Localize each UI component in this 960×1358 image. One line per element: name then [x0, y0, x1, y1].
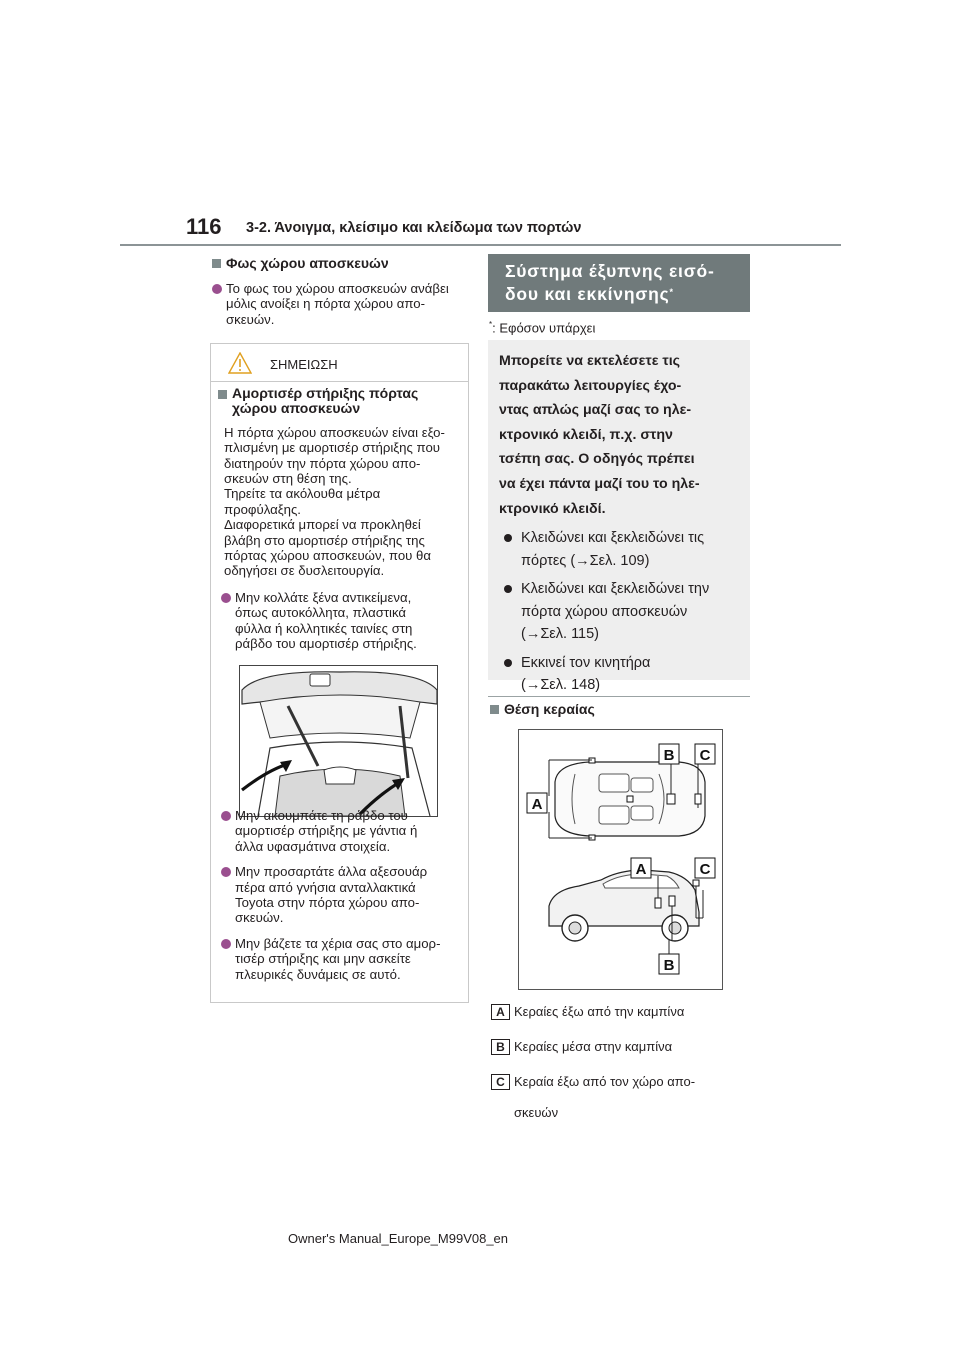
car-antenna-drawing [519, 730, 724, 991]
feature-item-doors: Κλειδώνει και ξεκλειδώνει τις πόρτες (→Σελ. 109) [499, 527, 742, 572]
footnote-text: : Εφόσον υπάρχει [492, 320, 596, 336]
notice-body [218, 386, 464, 652]
footnote-mark: * [489, 320, 493, 329]
warning-icon [228, 352, 252, 374]
luggage-light-section [212, 255, 470, 327]
page-footer: Owner's Manual_Europe_M99V08_en [288, 1231, 509, 1246]
callout-c-top: C [699, 747, 711, 764]
legend-item-a [491, 1004, 751, 1027]
legend-key-a: A [491, 1004, 510, 1020]
banner-line-2: δου και εκκίνησης [505, 284, 670, 304]
feature-item-back-door: Κλειδώνει και ξεκλειδώνει την πόρτα χώρου αποσκευών (→Σελ. 115) [499, 578, 742, 646]
legend-key-b: B [491, 1039, 510, 1055]
luggage-light-heading: Φως χώρου αποσκευών [212, 255, 470, 271]
page-number: 116 [186, 214, 222, 239]
banner-footnote-mark: * [669, 287, 674, 297]
section-title: 3-2. Άνοιγμα, κλείσιμο και κλείδωμα των πορτών [246, 220, 582, 236]
back-door-damper-illustration [239, 665, 438, 817]
callout-a-top: A [531, 796, 543, 813]
antenna-location-heading: Θέση κεραίας [490, 701, 595, 717]
notice-divider [211, 381, 468, 382]
damper-heading: Αμορτισέρ στήριξης πόρτας χώρου αποσκευών [218, 386, 464, 417]
legend-key-c: C [491, 1074, 510, 1090]
damper-bullet-4: Μην βάζετε τα χέρια σας στο αμορ- τισέρ στήριξης και μην ασκείτε πλευρικές δυνάμεις σε αυτό. [221, 936, 467, 982]
legend-text-a: Κεραίες έξω από την καμπίνα [514, 1004, 685, 1019]
smart-entry-banner [488, 254, 750, 312]
notice-header [228, 352, 338, 374]
banner-line-2-wrap [505, 283, 750, 306]
damper-bullet-3: Μην προσαρτάτε άλλα αξεσουάρ πέρα από γνήσια ανταλλακτικά Toyota στην πόρτα χώρου απο- σκευών. [221, 864, 467, 926]
smart-entry-features [488, 340, 750, 694]
footnote [489, 320, 595, 335]
antenna-location-illustration [518, 729, 723, 990]
legend-text-c: Κεραία έξω από τον χώρο απο- σκευών [514, 1074, 696, 1120]
damper-bullet-1: Μην κολλάτε ξένα αντικείμενα, όπως αυτοκόλλητα, πλαστικά φύλλα ή κολλητικές ταινίες στη ράβδο του αμορτισέρ στήριξης. [221, 590, 464, 652]
features-intro: Μπορείτε να εκτελέσετε τις παρακάτω λειτουργίες έχο- ντας απλώς μαζί σας το ηλε- κτρονικό κλειδί, π.χ. στην τσέπη σας. Ο οδηγός πρέπει να έχει πάντα μαζί του το ηλε- κτρονικό κλειδί. [499, 353, 700, 517]
notice-box [210, 343, 469, 1003]
luggage-light-text: Το φως του χώρου αποσκευών ανάβει μόλις ανοίξει η πόρτα χώρου απο- σκευών. [212, 281, 470, 327]
section-divider [488, 696, 750, 697]
callout-a-side: A [635, 861, 647, 878]
back-door-drawing [240, 666, 438, 817]
callout-b-side: B [663, 957, 675, 974]
callout-c-side: C [699, 861, 711, 878]
banner-line-1: Σύστημα έξυπνης εισό- [505, 261, 715, 281]
legend-text-b: Κεραίες μέσα στην καμπίνα [514, 1039, 673, 1054]
legend-item-b [491, 1039, 751, 1062]
callout-b-top: B [663, 747, 675, 764]
header-rule [120, 244, 841, 246]
damper-paragraph: Η πόρτα χώρου αποσκευών είναι εξο- πλισμένη με αμορτισέρ στήριξης που διατηρούν την πόρτα χώρου απο- σκευών στη θέση της. Τηρείτε τα ακόλουθα μέτρα προφύλαξης. Διαφορετικά μπορεί να προκληθεί βλάβη στο αμορτισέρ στήριξης της πόρτας χώρου αποσκευών, που θα οδηγήσει σε δυσλειτουργία. [224, 424, 445, 579]
legend-item-c [491, 1074, 751, 1128]
feature-item-engine: Εκκινεί τον κινητήρα (→Σελ. 148) [499, 652, 742, 697]
notice-label: ΣΗΜΕΙΩΣΗ [270, 356, 338, 372]
notice-bottom-bullets [221, 808, 467, 982]
damper-bullet-2: Μην ακουμπάτε τη ράβδο του αμορτισέρ στήριξης με γάντια ή άλλα υφασμάτινα στοιχεία. [221, 808, 467, 854]
